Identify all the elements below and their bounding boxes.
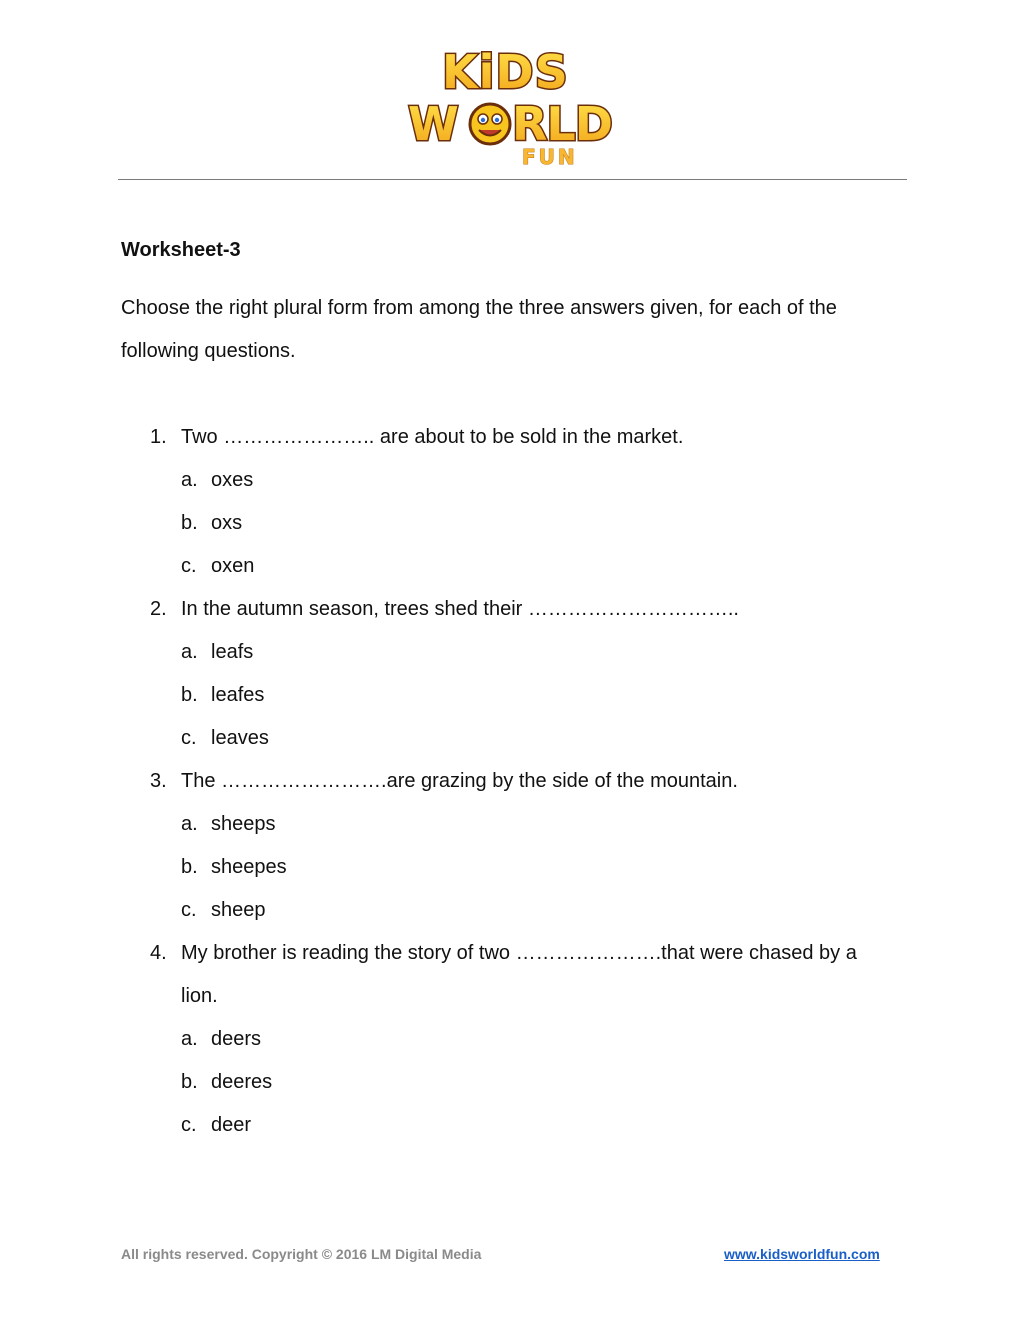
option-item (0, 459, 1024, 502)
option-letter: a. (181, 813, 198, 835)
option-text: leafs (211, 641, 254, 663)
option-list (0, 803, 1024, 932)
option-letter: b. (181, 684, 198, 706)
question-list (0, 416, 1024, 1147)
question-text (0, 416, 881, 459)
question-stem: Two ………………….. are about to be sold in the market. (181, 426, 684, 448)
footer-copyright: All rights reserved. Copyright © 2016 LM Digital Media (121, 1246, 482, 1262)
option-text: deer (211, 1114, 252, 1136)
option-letter: a. (181, 641, 198, 663)
question-item (0, 416, 1024, 588)
option-list (0, 631, 1024, 760)
logo-line2: W (408, 97, 458, 151)
footer-website-link[interactable]: www.kidsworldfun.com (724, 1246, 880, 1262)
kids-world-fun-logo (404, 40, 624, 170)
option-text: leafes (211, 684, 265, 706)
question-stem: The …………………….are grazing by the side of the mountain. (181, 770, 738, 792)
question-number: 1. (150, 426, 167, 448)
option-letter: b. (181, 856, 198, 878)
option-letter: a. (181, 469, 198, 491)
header-divider (118, 179, 907, 180)
option-text: sheeps (211, 813, 276, 835)
option-letter: b. (181, 1071, 198, 1093)
option-text: deers (211, 1028, 262, 1050)
option-item (0, 502, 1024, 545)
option-item (0, 1104, 1024, 1147)
question-number: 4. (150, 942, 167, 964)
option-text: oxen (211, 555, 255, 577)
option-item (0, 889, 1024, 932)
worksheet-title: Worksheet-3 (121, 239, 241, 261)
question-item (0, 588, 1024, 760)
option-letter: a. (181, 1028, 198, 1050)
logo-line1: KiDS (442, 45, 569, 99)
option-item (0, 717, 1024, 760)
option-item (0, 846, 1024, 889)
option-letter: c. (181, 727, 197, 749)
option-letter: c. (181, 1114, 197, 1136)
option-item (0, 1061, 1024, 1104)
option-letter: c. (181, 555, 197, 577)
question-text (0, 760, 881, 803)
option-item (0, 1018, 1024, 1061)
option-text: oxs (211, 512, 243, 534)
question-number: 3. (150, 770, 167, 792)
question-text (0, 932, 881, 1018)
question-text (0, 588, 881, 631)
option-text: sheep (211, 899, 266, 921)
logo-line2b: RLD (512, 97, 612, 151)
logo-line3: FUN (522, 145, 578, 169)
question-number: 2. (150, 598, 167, 620)
option-text: leaves (211, 727, 269, 749)
option-letter: b. (181, 512, 198, 534)
option-list (0, 1018, 1024, 1147)
option-list (0, 459, 1024, 588)
question-stem: My brother is reading the story of two ………………….that were chased by a lion. (181, 942, 857, 1007)
option-text: deeres (211, 1071, 273, 1093)
option-item (0, 803, 1024, 846)
option-item (0, 631, 1024, 674)
option-text: oxes (211, 469, 254, 491)
option-letter: c. (181, 899, 197, 921)
question-stem: In the autumn season, trees shed their ………………………….. (181, 598, 739, 620)
option-text: sheepes (211, 856, 287, 878)
question-item (0, 932, 1024, 1147)
option-item (0, 545, 1024, 588)
worksheet-instructions: Choose the right plural form from among the three answers given, for each of the following questions. (121, 297, 837, 362)
question-item (0, 760, 1024, 932)
smiley-face-icon (470, 104, 510, 144)
option-item (0, 674, 1024, 717)
